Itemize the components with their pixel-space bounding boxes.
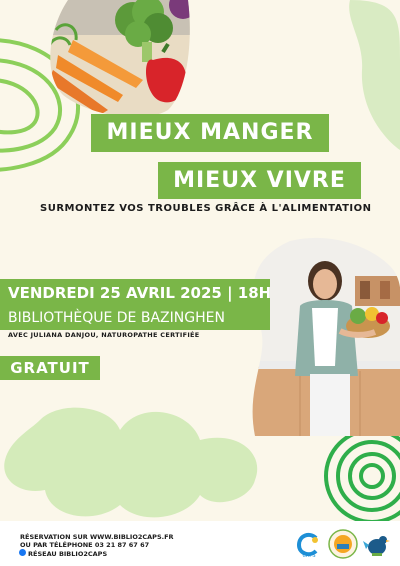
price-badge: GRATUIT [0,356,100,380]
ccaps-logo-text: CAPS [302,553,316,558]
bottom-left-blob-decor [4,408,257,518]
event-place: BIBLIOTHÈQUE DE BAZINGHEN [0,306,270,330]
footer-network: RÉSEAU BIBLIO2CAPS [28,550,108,558]
subtitle: SURMONTEZ VOS TROUBLES GRÂCE À L'ALIMENTATION [40,203,372,214]
bibliotheque-logo-icon [327,528,359,560]
naturopath-photo [240,236,400,436]
facebook-icon [19,549,26,556]
top-right-leaf-decor [349,0,400,150]
title-line-1: MIEUX MANGER [91,114,329,152]
bird-logo-icon [363,531,391,559]
ccaps-logo-icon [296,532,322,558]
bottom-right-swirl-decor [326,430,400,522]
footer-reservation-web: RÉSERVATION SUR WWW.BIBLIO2CAPS.FR [20,533,174,541]
event-speaker: AVEC JULIANA DANJOU, NATUROPATHE CERTIFIÉE [8,331,200,339]
title-line-2: MIEUX VIVRE [158,162,361,199]
event-date: VENDREDI 25 AVRIL 2025 | 18H [0,279,270,307]
footer-reservation-phone: OU PAR TÉLÉPHONE 03 21 87 67 67 [20,541,150,549]
vegetables-photo [48,0,193,118]
